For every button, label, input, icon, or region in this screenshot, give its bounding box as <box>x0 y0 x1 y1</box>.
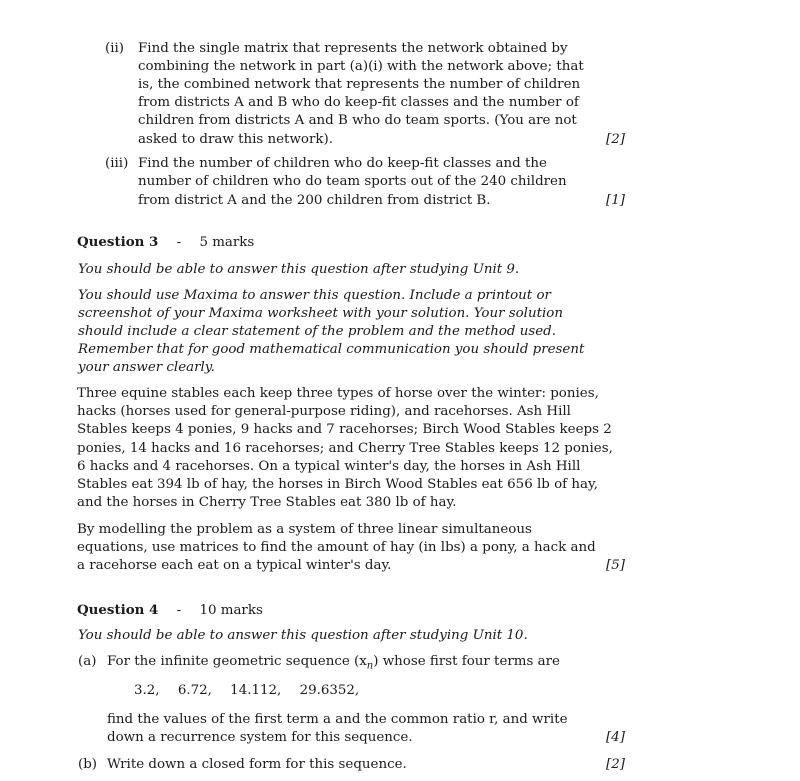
part-a-marks: [4] <box>606 730 625 745</box>
part-iii-marks: [1] <box>606 193 625 208</box>
question-3-marks: [5] <box>606 558 625 573</box>
question-3-instruction-line: should include a clear statement of the problem and the method used. <box>78 324 556 339</box>
part-b-text: Write down a closed form for this sequence. <box>107 757 407 772</box>
part-ii-line: Find the single matrix that represents the network obtained by <box>138 41 568 56</box>
part-a-intro-text: For the infinite geometric sequence (x <box>107 654 367 669</box>
part-ii-marks: [2] <box>606 132 625 147</box>
question-3-para1-line: and the horses in Cherry Tree Stables eat 380 lb of hay. <box>77 495 457 510</box>
question-4-heading <box>77 601 263 620</box>
question-3-study-note: You should be able to answer this question after studying Unit 9. <box>78 262 520 277</box>
question-3-para1-line: Stables keeps 4 ponies, 9 hacks and 7 racehorses; Birch Wood Stables keeps 2 <box>77 422 612 437</box>
question-3-para1-line: hacks (horses used for general-purpose riding), and racehorses. Ash Hill <box>77 404 571 419</box>
question-3-para2-line: By modelling the problem as a system of three linear simultaneous <box>77 522 532 537</box>
question-3-instruction-line: screenshot of your Maxima worksheet with your solution. Your solution <box>78 306 563 321</box>
part-iii-line: Find the number of children who do keep-fit classes and the <box>138 156 547 171</box>
part-a-intro-subscript: n <box>366 660 374 672</box>
question-3-separator: - <box>176 235 182 250</box>
question-3-instruction-line: Remember that for good mathematical communication you should present <box>78 342 585 357</box>
question-4-marks-total: 10 marks <box>199 603 263 618</box>
question-4-separator: - <box>176 603 182 618</box>
part-a-intro <box>107 653 560 676</box>
question-3-heading <box>77 233 254 252</box>
question-3-para1-line: Stables eat 394 lb of hay, the horses in Birch Wood Stables eat 656 lb of hay, <box>77 477 599 492</box>
part-iii-label: (iii) <box>105 156 129 171</box>
part-b-label: (b) <box>78 757 98 772</box>
part-a-label: (a) <box>78 654 97 669</box>
question-3-title: Question 3 <box>77 234 159 250</box>
part-a-task-line: find the values of the first term a and the common ratio r, and write <box>107 712 568 727</box>
sequence-term: 3.2, <box>134 683 160 698</box>
question-3-instruction-line: You should use Maxima to answer this question. Include a printout or <box>78 288 551 303</box>
sequence-terms <box>134 682 373 700</box>
part-ii-line: from districts A and B who do keep-fit classes and the number of <box>138 95 579 110</box>
part-ii-label: (ii) <box>105 41 125 56</box>
part-b-marks: [2] <box>606 757 625 772</box>
part-iii-line: number of children who do team sports out of the 240 children <box>138 174 567 189</box>
part-a-task-line: down a recurrence system for this sequence. <box>107 730 413 745</box>
question-3-instruction-line: your answer clearly. <box>78 360 215 375</box>
sequence-term: 29.6352, <box>299 683 360 698</box>
part-iii-line: from district A and the 200 children from district B. <box>138 193 491 208</box>
question-3-para2-line: equations, use matrices to find the amount of hay (in lbs) a pony, a hack and <box>77 540 596 555</box>
part-ii-line: asked to draw this network). <box>138 132 333 147</box>
part-a-intro-end: ) whose first four terms are <box>373 654 560 669</box>
question-3-para1-line: Three equine stables each keep three types of horse over the winter: ponies, <box>77 386 599 401</box>
part-ii-line: children from districts A and B who do team sports. (You are not <box>138 113 577 128</box>
question-3-para1-line: ponies, 14 hacks and 16 racehorses; and Cherry Tree Stables keeps 12 ponies, <box>77 441 613 456</box>
part-ii-line: is, the combined network that represents the number of children <box>138 77 581 92</box>
question-4-title: Question 4 <box>77 602 159 618</box>
sequence-term: 14.112, <box>230 683 282 698</box>
question-4-study-note: You should be able to answer this question after studying Unit 10. <box>78 628 528 643</box>
sequence-term: 6.72, <box>177 683 212 698</box>
question-3-para2-line: a racehorse each eat on a typical winter's day. <box>77 558 392 573</box>
question-3-para1-line: 6 hacks and 4 racehorses. On a typical winter's day, the horses in Ash Hill <box>77 459 581 474</box>
question-3-marks-total: 5 marks <box>199 235 255 250</box>
part-ii-line: combining the network in part (a)(i) with the network above; that <box>138 59 584 74</box>
